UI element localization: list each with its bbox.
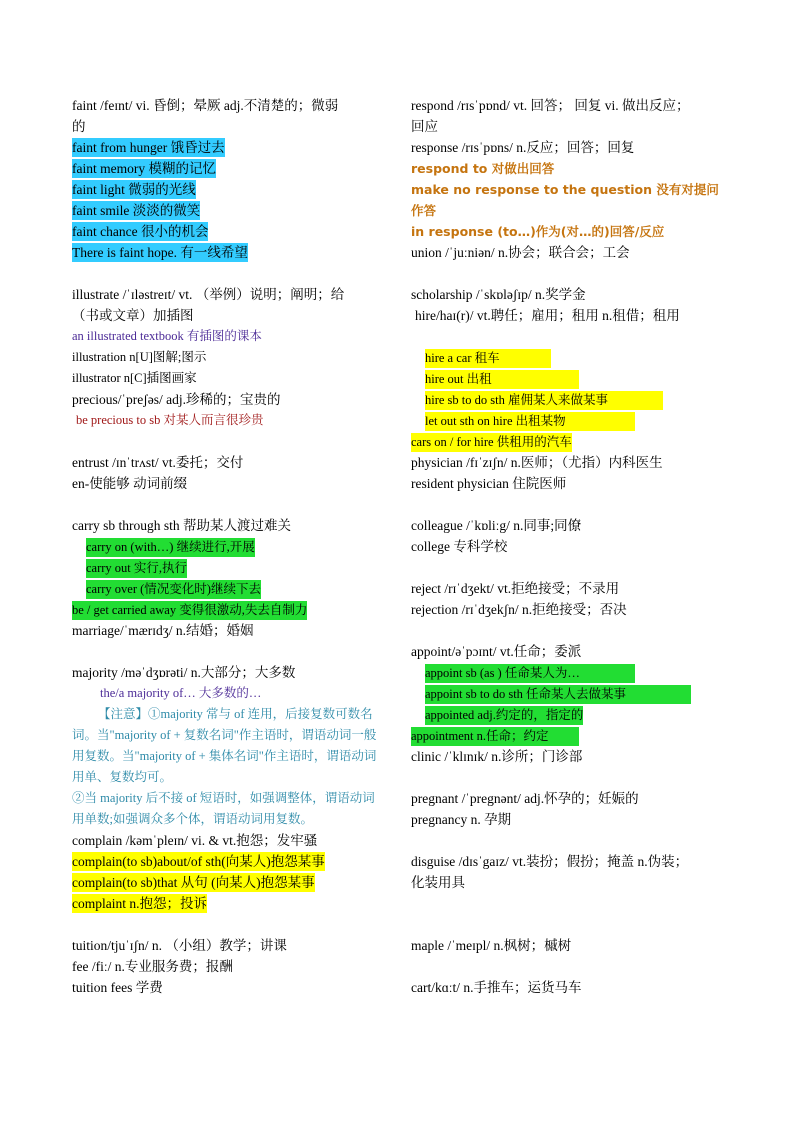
phrase-illustrated: an illustrated textbook 有插图的课本	[72, 329, 262, 343]
phrase-no-response-cont: 作答	[411, 203, 437, 218]
phrase-carry-on: carry on (with…) 继续进行,开展	[86, 538, 255, 557]
phrase-faint-from-hunger: faint from hunger 饿昏过去	[72, 140, 225, 155]
entry-illustrate: illustrate /ˈɪləstreɪt/ vt. （举例）说明；阐明；给	[72, 287, 345, 302]
entry-faint-cont: 的	[72, 119, 86, 134]
phrase-hire-sb: hire sb to do sth 雇佣某人来做某事	[425, 391, 663, 410]
entry-reject: reject /rɪˈdʒekt/ vt.拒绝接受；不录用	[411, 581, 620, 596]
entry-respond-cont: 回应	[411, 119, 438, 134]
entry-marriage: marriage/ˈmærɪdʒ/ n.结婚；婚姻	[72, 623, 254, 638]
phrase-precious: be precious to sb 对某人而言很珍贵	[76, 413, 264, 427]
entry-maple: maple /ˈmeɪpl/ n.枫树；槭树	[411, 938, 572, 953]
entry-cart: cart/kɑːt/ n.手推车；运货马车	[411, 980, 582, 995]
entry-union: union /ˈjuːniən/ n.协会；联合会；工会	[411, 245, 630, 260]
phrase-complain-that: complain(to sb)that 从句 (向某人)抱怨某事	[72, 875, 315, 890]
entry-pregnant: pregnant /ˈpregnənt/ adj.怀孕的；妊娠的	[411, 791, 639, 806]
phrase-carry-over: carry over (情况变化时)继续下去	[86, 580, 261, 599]
phrase-tuition-fees: tuition fees 学费	[72, 980, 163, 995]
entry-appointed: appointed adj.约定的，指定的	[425, 706, 583, 725]
phrase-appoint-to: appoint sb to do sth 任命某人去做某事	[425, 685, 691, 704]
phrase-complain-about: complain(to sb)about/of sth(向某人)抱怨某事	[72, 854, 325, 869]
phrase-in-response: in response (to…)作为(对…的)回答/反应	[411, 224, 665, 239]
entry-disguise: disguise /dɪsˈgaɪz/ vt.装扮；假扮；掩盖 n.伪装；	[411, 854, 689, 869]
entry-complaint: complaint n.抱怨；投诉	[72, 896, 207, 911]
note-majority-1: 【注意】①majority 常与 of 连用，后接复数可数名词。当"majority of + 复数名词"作主语时，谓语动词一般用复数。当"majority of + 集体名词"作主语时，谓语动词用单、复数均可。	[72, 707, 377, 784]
entry-illustration: illustration n[U]图解;图示	[72, 350, 207, 364]
phrase-carried-away: be / get carried away 变得很激动,失去自制力	[72, 601, 307, 620]
entry-carry-through: carry sb through sth 帮助某人渡过难关	[72, 518, 291, 533]
entry-rejection: rejection /rɪˈdʒekʃn/ n.拒绝接受；否决	[411, 602, 627, 617]
phrase-faint-hope: There is faint hope. 有一线希望	[72, 245, 248, 260]
note-majority-2: ②当 majority 后不接 of 短语时，如强调整体，谓语动词用单数;如强调众多个体，谓语动词用复数。	[72, 791, 375, 826]
phrase-no-response: make no response to the question 没有对提问	[411, 182, 719, 197]
entry-faint: faint /feɪnt/ vi. 昏倒；晕厥 adj.不清楚的；微弱	[72, 98, 339, 113]
entry-clinic: clinic /ˈklɪnɪk/ n.诊所；门诊部	[411, 749, 583, 764]
entry-response: response /rɪsˈpɒns/ n.反应；回答；回复	[411, 140, 635, 155]
left-column	[72, 95, 384, 998]
phrase-respond-to: respond to 对做出回答	[411, 161, 555, 176]
entry-illustrate-cont: （书或文章）加插图	[72, 308, 194, 323]
phrase-faint-chance: faint chance 很小的机会	[72, 224, 209, 239]
phrase-hire-car: hire a car 租车	[425, 349, 551, 368]
entry-en-prefix: en-使能够 动词前缀	[72, 476, 188, 491]
right-column	[411, 95, 734, 998]
entry-colleague: colleague /ˈkɒliːg/ n.同事;同僚	[411, 518, 582, 533]
entry-scholarship: scholarship /ˈskɒləʃɪp/ n.奖学金	[411, 287, 586, 302]
phrase-resident-physician: resident physician 住院医师	[411, 476, 567, 491]
phrase-faint-smile: faint smile 淡淡的微笑	[72, 203, 201, 218]
phrase-faint-memory: faint memory 模糊的记忆	[72, 161, 216, 176]
entry-entrust: entrust /ɪnˈtrʌst/ vt.委托；交付	[72, 455, 244, 470]
entry-appoint: appoint/əˈpɔɪnt/ vt.任命；委派	[411, 644, 582, 659]
phrase-faint-light: faint light 微弱的光线	[72, 182, 196, 197]
entry-hire: hire/haɪ(r)/ vt.聘任；雇用；租用 n.租借；租用	[415, 308, 680, 323]
phrase-cars-hire: cars on / for hire 供租用的汽车	[411, 433, 572, 452]
entry-respond: respond /rɪsˈpɒnd/ vt. 回答； 回复 vi. 做出反应；	[411, 98, 690, 113]
entry-majority: majority /məˈdʒɒrəti/ n.大部分；大多数	[72, 665, 296, 680]
entry-college: college 专科学校	[411, 539, 508, 554]
entry-pregnancy: pregnancy n. 孕期	[411, 812, 512, 827]
phrase-appoint-as: appoint sb (as ) 任命某人为…	[425, 664, 635, 683]
entry-physician: physician /fɪˈzɪʃn/ n.医师；（尤指）内科医生	[411, 455, 663, 470]
entry-complain: complain /kəmˈpleɪn/ vi. & vt.抱怨；发牢骚	[72, 833, 318, 848]
phrase-carry-out: carry out 实行,执行	[86, 559, 187, 578]
entry-precious: precious/ˈpreʃəs/ adj.珍稀的；宝贵的	[72, 392, 281, 407]
phrase-let-out: let out sth on hire 出租某物	[425, 412, 635, 431]
entry-appointment: appointment n.任命；约定	[411, 727, 579, 746]
entry-fee: fee /fiː/ n.专业服务费；报酬	[72, 959, 233, 974]
phrase-hire-out: hire out 出租	[425, 370, 579, 389]
entry-illustrator: illustrator n[C]插图画家	[72, 371, 197, 385]
entry-tuition: tuition/tjuˈɪʃn/ n. （小组）教学；讲课	[72, 938, 287, 953]
entry-disguise-cont: 化装用具	[411, 875, 465, 890]
phrase-majority-of: the/a majority of… 大多数的…	[100, 686, 262, 700]
